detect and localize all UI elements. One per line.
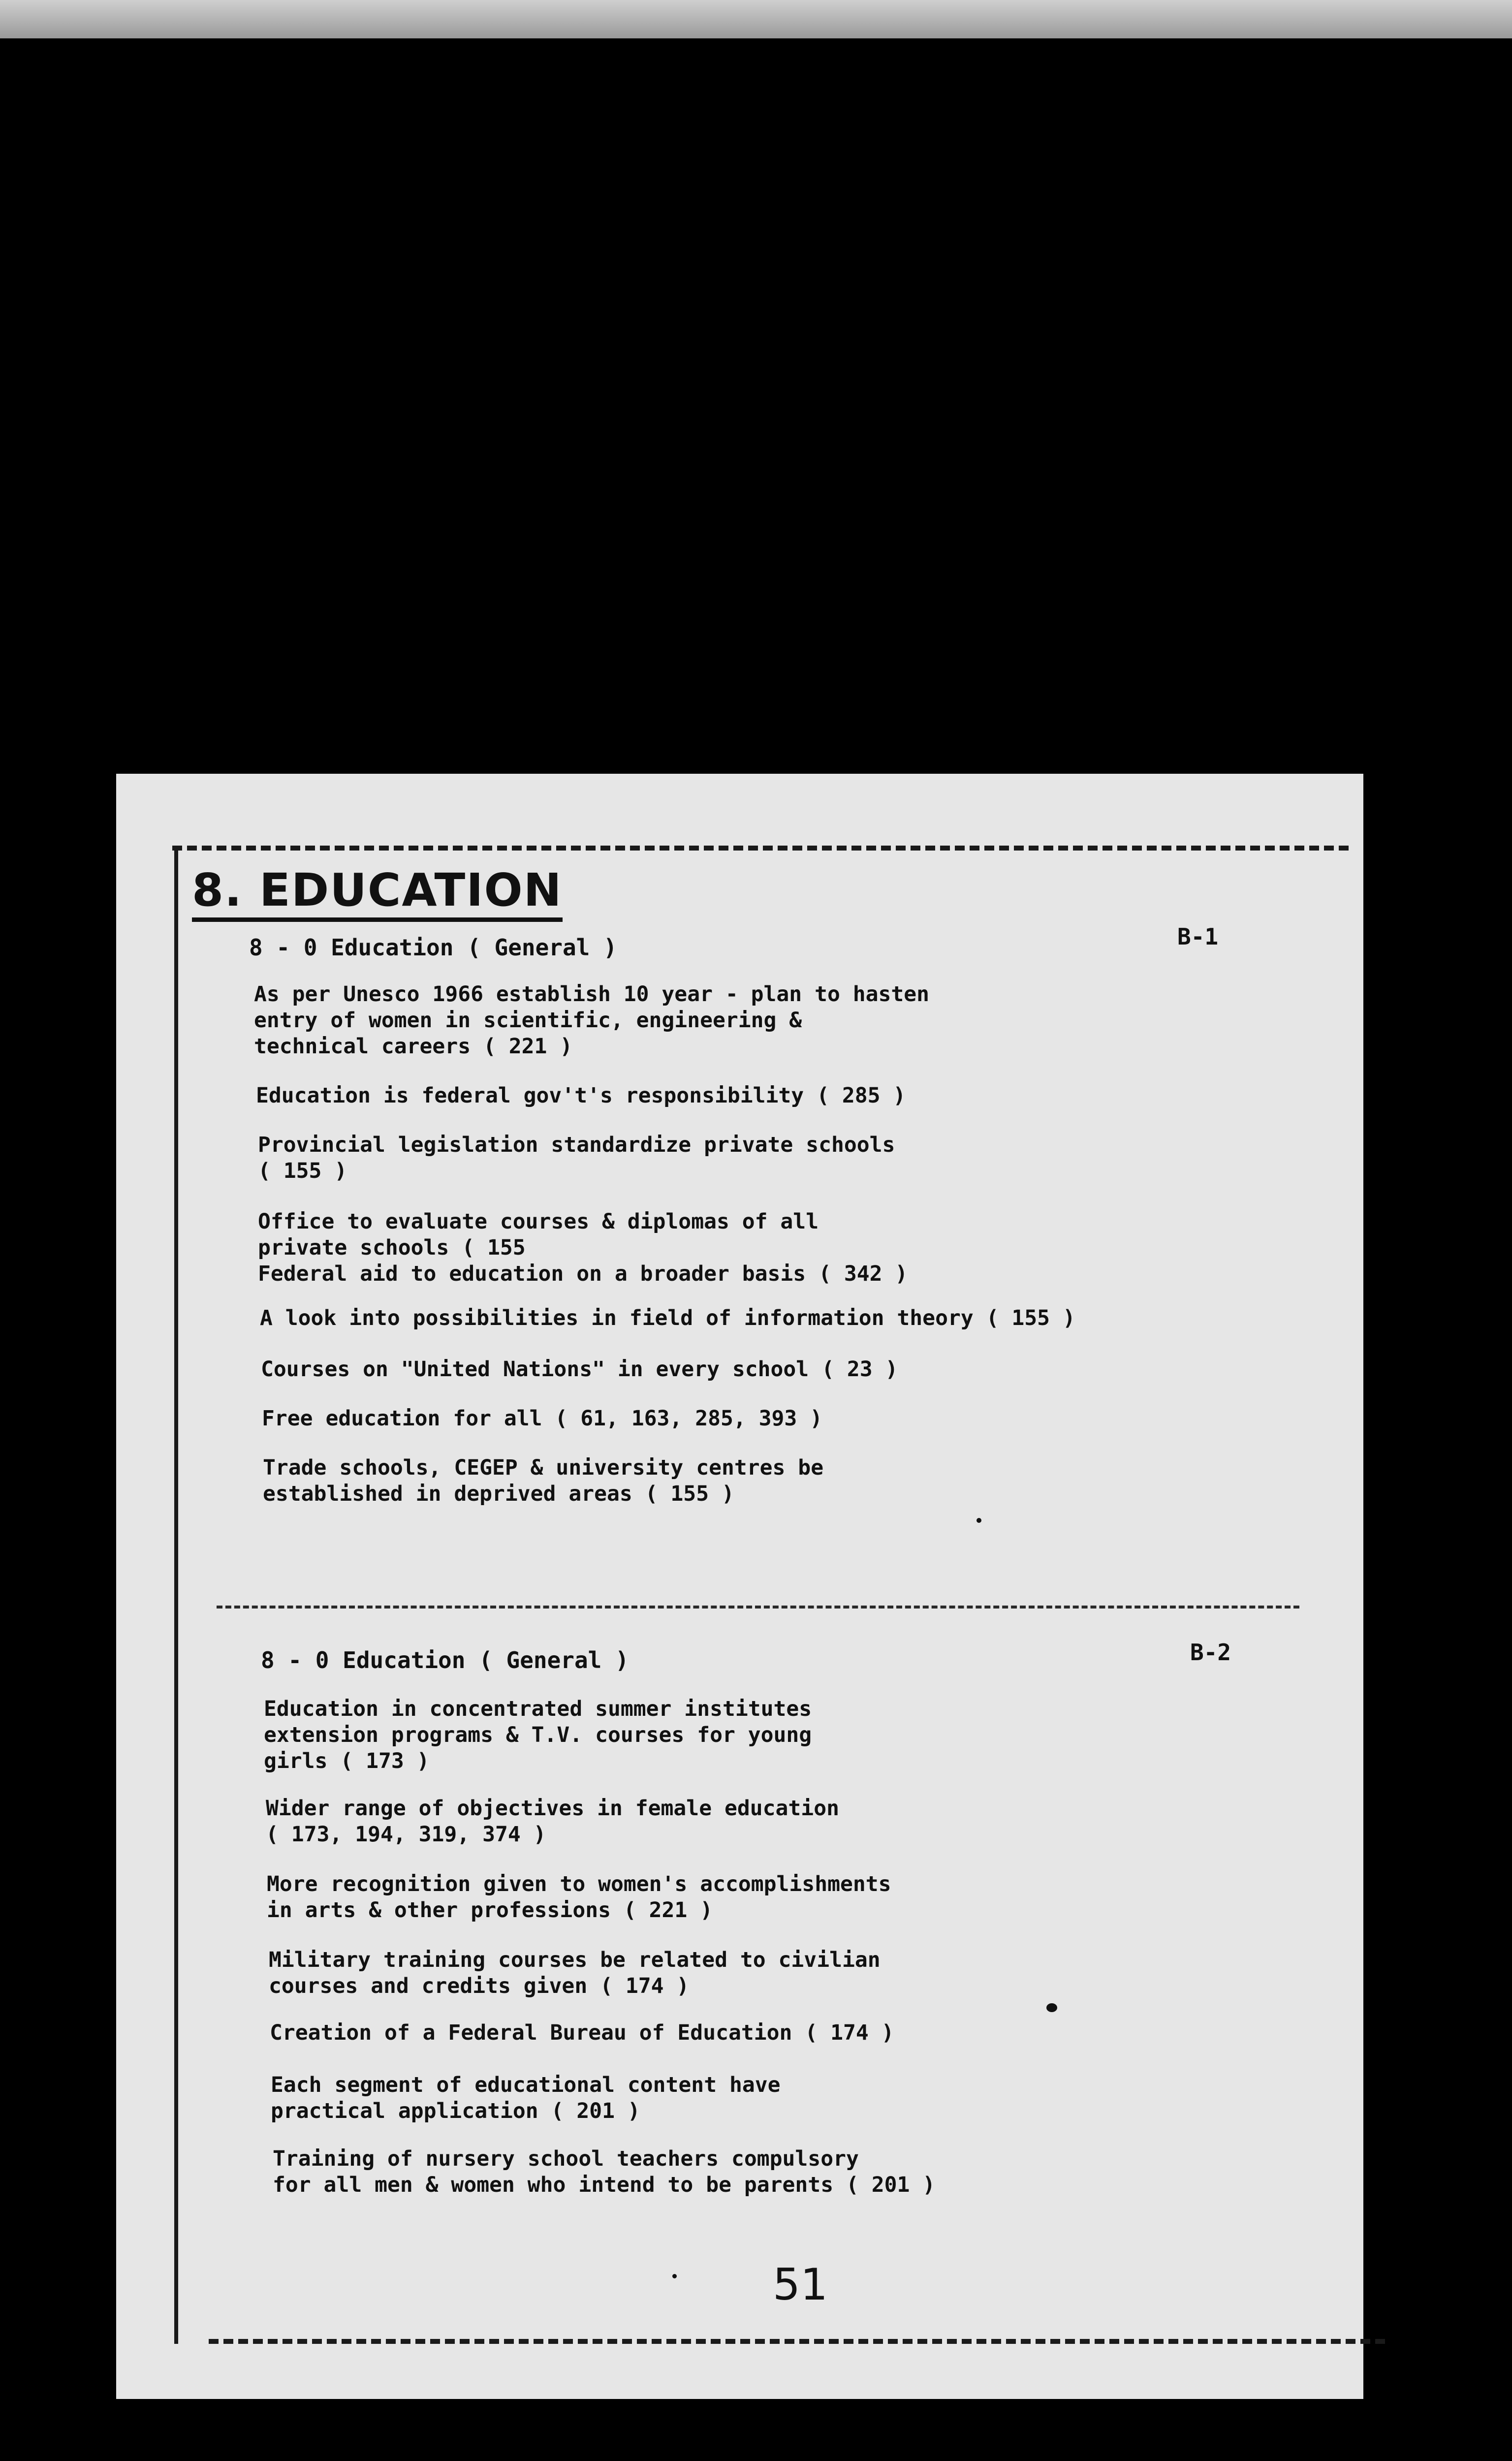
page-heading: 8. EDUCATION bbox=[192, 864, 563, 916]
list-item: More recognition given to women's accomplishments in arts & other professions ( 221 ) bbox=[267, 1872, 891, 1923]
ink-speck bbox=[976, 1518, 981, 1523]
ink-speck bbox=[1046, 2003, 1057, 2012]
list-item: Trade schools, CEGEP & university centres be established in deprived areas ( 155 ) bbox=[263, 1455, 824, 1506]
list-item: Office to evaluate courses & diplomas of all private schools ( 155 Federal aid to education on a broader basis ( 342 ) bbox=[258, 1209, 908, 1286]
film-edge-strip bbox=[0, 0, 1512, 38]
list-item: A look into possibilities in field of information theory ( 155 ) bbox=[260, 1306, 1075, 1330]
list-item: As per Unesco 1966 establish 10 year - plan to hasten entry of women in scientific, engineering & technical careers ( 221 ) bbox=[254, 982, 930, 1059]
list-item: Courses on "United Nations" in every school ( 23 ) bbox=[261, 1357, 898, 1382]
list-item: Each segment of educational content have practical application ( 201 ) bbox=[271, 2073, 781, 2123]
section-title: 8 - 0 Education ( General ) bbox=[261, 1647, 629, 1673]
page-number: 51 bbox=[773, 2259, 828, 2310]
list-item: Creation of a Federal Bureau of Education ( 174 ) bbox=[270, 2020, 894, 2045]
section-divider bbox=[217, 1606, 1299, 1609]
list-item: Wider range of objectives in female education ( 173, 194, 319, 374 ) bbox=[266, 1796, 839, 1847]
frame-border-left bbox=[174, 848, 178, 2344]
section-code: B-1 bbox=[1177, 923, 1219, 950]
list-item: Education is federal gov't's responsibility ( 285 ) bbox=[256, 1083, 906, 1108]
section-code: B-2 bbox=[1190, 1639, 1231, 1666]
ink-speck bbox=[672, 2274, 677, 2278]
frame-border-bottom bbox=[209, 2339, 1385, 2344]
list-item: Education in concentrated summer institutes extension programs & T.V. courses for young girls ( 173 ) bbox=[264, 1697, 812, 1773]
list-item: Free education for all ( 61, 163, 285, 393 ) bbox=[262, 1406, 823, 1431]
list-item: Provincial legislation standardize private schools ( 155 ) bbox=[258, 1133, 895, 1183]
frame-border-top bbox=[172, 846, 1349, 851]
section-title: 8 - 0 Education ( General ) bbox=[249, 934, 617, 961]
list-item: Training of nursery school teachers compulsory for all men & women who intend to be parents ( 201 ) bbox=[273, 2146, 936, 2197]
list-item: Military training courses be related to civilian courses and credits given ( 174 ) bbox=[269, 1948, 881, 1998]
